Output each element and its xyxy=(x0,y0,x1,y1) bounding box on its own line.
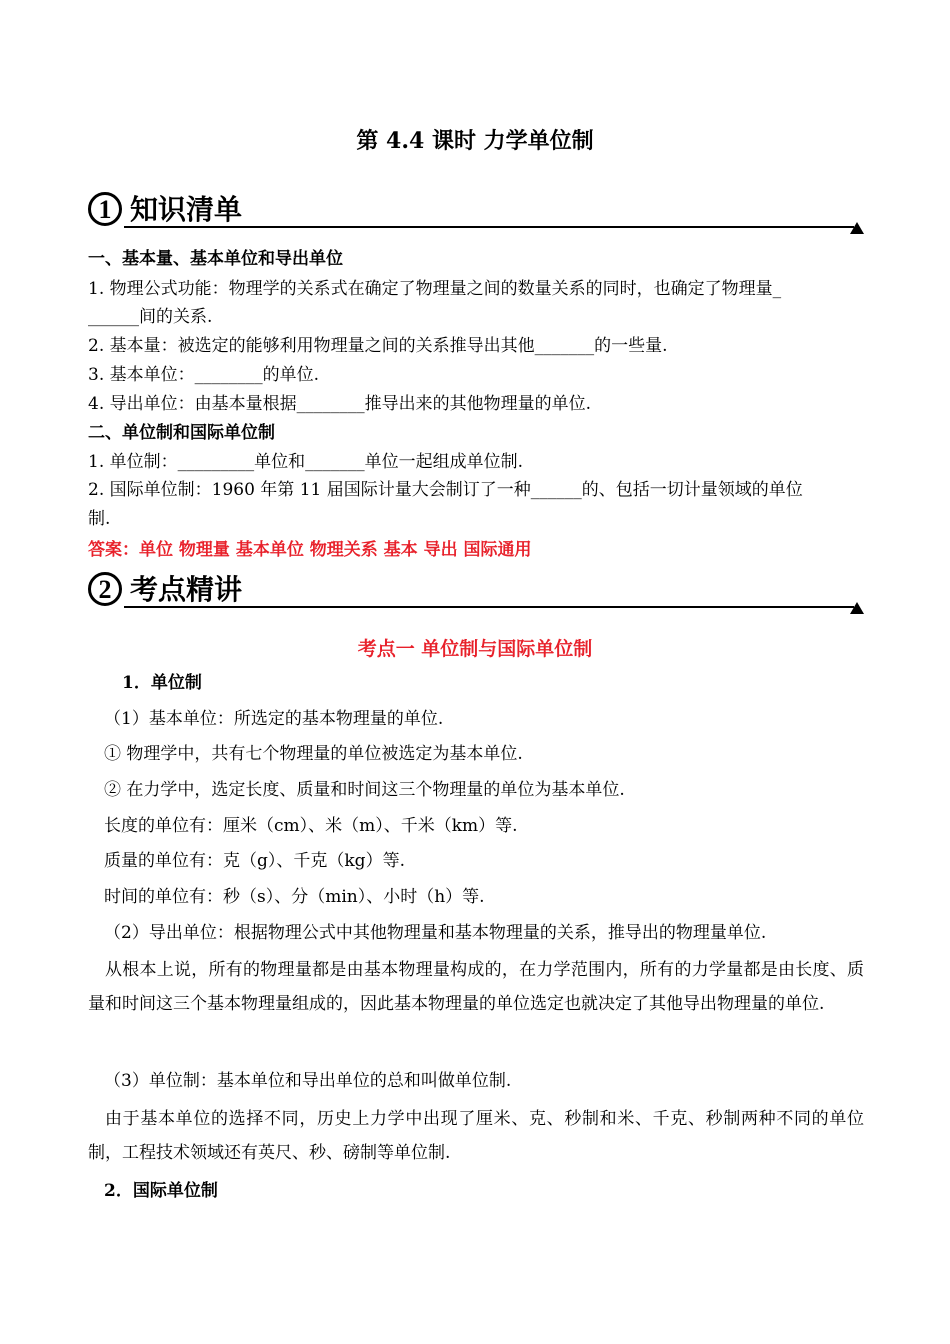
paragraph-7: （2）导出单位：根据物理公式中其他物理量和基本物理量的关系，推导出的物理量单位. xyxy=(104,923,767,943)
triangle-icon xyxy=(850,602,864,614)
knowledge-line-1a: 1. 物理公式功能：物理学的关系式在确定了物理量之间的数量关系的同时，也确定了物理量_ xyxy=(88,279,782,299)
paragraph-3: ② 在力学中，选定长度、质量和时间这三个物理量的单位为基本单位. xyxy=(104,780,625,800)
knowledge-line-2: 2. 基本量：被选定的能够利用物理量之间的关系推导出其他_______的一些量. xyxy=(88,336,668,356)
knowledge-heading-1: 一、基本量、基本单位和导出单位 xyxy=(88,249,343,269)
paragraph-10: 由于基本单位的选择不同，历史上力学中出现了厘米、克、秒制和米、千克、秒制两种不同的单位制，工程技术领域还有英尺、秒、磅制等单位制. xyxy=(88,1109,864,1163)
paragraph-9: （3）单位制：基本单位和导出单位的总和叫做单位制. xyxy=(104,1071,512,1091)
answer-line: 答案：单位 物理量 基本单位 物理关系 基本 导出 国际通用 xyxy=(88,540,532,560)
paragraph-4: 长度的单位有：厘米（cm）、米（m）、千米（km）等. xyxy=(104,816,518,836)
section-rule xyxy=(124,606,854,608)
section-number: 1 xyxy=(88,192,122,226)
knowledge-line-6b: 制. xyxy=(88,509,111,529)
knowledge-line-5: 1. 单位制：_________单位和_______单位一起组成单位制. xyxy=(88,452,524,472)
paragraph-5: 质量的单位有：克（g）、千克（kg）等. xyxy=(104,851,405,871)
knowledge-line-1b: ______间的关系. xyxy=(88,307,213,327)
page-title: 第 4.4 课时 力学单位制 xyxy=(356,128,594,154)
knowledge-heading-2: 二、单位制和国际单位制 xyxy=(88,423,275,443)
paragraph-2: ① 物理学中，共有七个物理量的单位被选定为基本单位. xyxy=(104,744,523,764)
paragraph-8: 从根本上说，所有的物理量都是由基本物理量构成的，在力学范围内，所有的力学量都是由长度、质量和时间这三个基本物理量组成的，因此基本物理量的单位选定也就决定了其他导出物理量的单位. xyxy=(88,960,864,1014)
paragraph-6: 时间的单位有：秒（s）、分（min）、小时（h）等. xyxy=(104,887,485,907)
knowledge-line-4: 4. 导出单位：由基本量根据________推导出来的其他物理量的单位. xyxy=(88,394,592,414)
subheading-2: 2．国际单位制 xyxy=(104,1181,218,1201)
knowledge-line-3: 3. 基本单位：________的单位. xyxy=(88,365,320,385)
section-title: 考点精讲 xyxy=(130,573,243,606)
triangle-icon xyxy=(850,222,864,234)
section-title: 知识清单 xyxy=(130,193,243,226)
section-number: 2 xyxy=(88,572,122,606)
kaodian-heading: 考点一 单位制与国际单位制 xyxy=(357,638,593,660)
subheading-1: 1．单位制 xyxy=(122,673,202,693)
section-header-kaodian xyxy=(88,570,864,614)
knowledge-line-6a: 2. 国际单位制：1960 年第 11 届国际计量大会制订了一种______的、包括一切计量领域的单位 xyxy=(88,480,803,500)
section-header-knowledge xyxy=(88,190,864,234)
paragraph-1: （1）基本单位：所选定的基本物理量的单位. xyxy=(104,709,444,729)
section-rule xyxy=(124,226,854,228)
